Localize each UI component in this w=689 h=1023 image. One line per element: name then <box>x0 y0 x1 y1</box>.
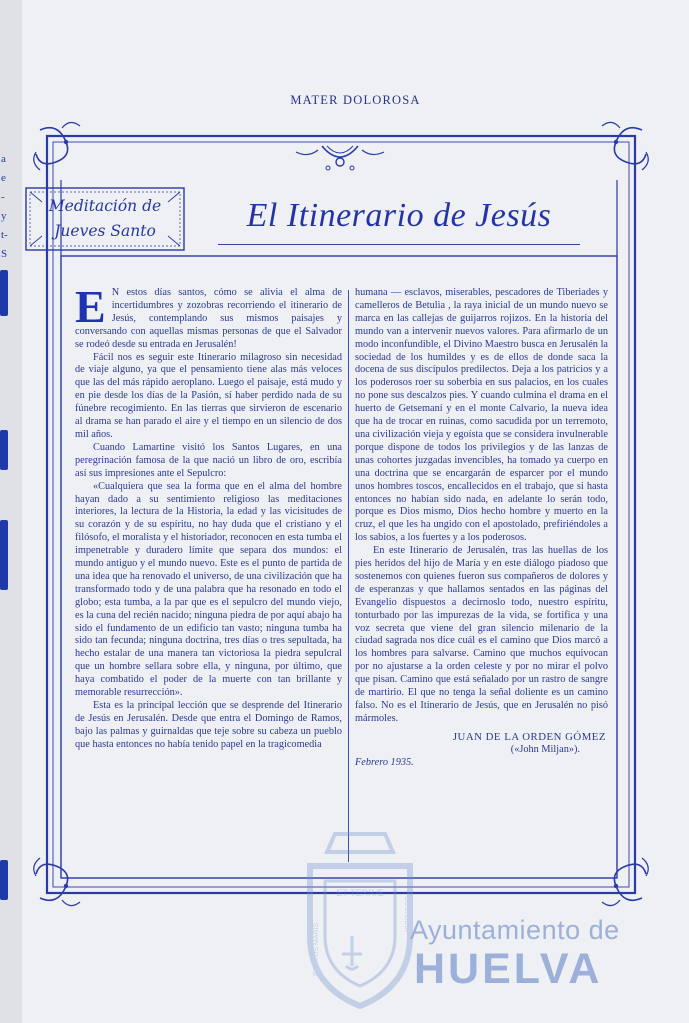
column-divider <box>348 290 349 862</box>
article-column-right <box>355 287 608 770</box>
magazine-page <box>22 0 689 1023</box>
watermark-left-text: PORTUS MARIS <box>313 922 320 976</box>
facing-page-ink-mark <box>0 430 8 470</box>
facing-page-ink-mark <box>0 860 8 900</box>
article-paragraph: En este Itinerario de Jerusalén, tras las huellas de los pies heridos del hijo de María y en este diálogo piadoso que sostenemos con quienes fueron sus compañeros de dolores y de esperanzas y que hallamos sentados en las páginas del Evangelio dispuestos a decirnoslo todo, nuestro espíritu, tonturbado por las impurezas de la vida, se fortifica y una voz secreta que viene del gran silencio milenario de la ciudad sagrada nos dice cuál es el camino que Dios marcó a los hombres para salvarse. Camino que muchos equivocan por no ajustarse a la orden celeste y por no mirar el polvo que pisan. Camino que está señalado por un rastro de sangre de martirio. El que no tenga la señal doliente es un camino falso. No es el Itinerario de Jesús, que en Jerusalén no pisó mármoles. <box>355 545 608 724</box>
article-paragraph: humana — esclavos, miserables, pescadores de Tiberiades y camelleros de Betulia , la raya inicial de un mundo nuevo se marca en las callejas de guijarros rojizos. En la historia del mundo van a intervenir nuevos valores. Para afirmarlo de un modo inconfundible, el Divino Maestro busca en Jerusalén la sociedad de los humildes y es de ellos de donde saca la docena de sus discípulos predilectos. Deja a los patricios y a los poderosos roer su soberbia en sus palacios, en los cuales no pone sus descalzos pies. Y cuando culmina el drama en el huerto de Getsemaní y en el monte Calvario, la nueva idea que ha de trocar en ruinas, como sacudida por un terremoto, una civilización vieja y egoísta que se considera invulnerable porque dispone de todos los privilegios y de las lanzas de unas cohortes juzgadas invencibles, ha tomado ya cuerpo en una doctrina que se encargarán de esparcer por el mundo unos hombres toscos, encallecidos en el trabajo, que si hasta entonces no habían sido nada, en adelante lo serán todo, porque es Dios mismo, Dios hecho hombre y muerto en la cruz, el que les ha ungido con el apostolado, prefiriéndoles a los sabios, a los fuertes y a los poderosos. <box>355 287 608 544</box>
article-paragraph: Fácil nos es seguir este Itinerario milagroso sin necesidad de viaje alguno, ya que el pensamiento tiene alas más veloces que las del más rápido aeroplano. Luego el paisaje, está mudo y en pie desde los días de la Pasión, sí haber perdido nada de su fúnebre recogimiento. En las tierras que sirvieron de escenario al drama se han parado el aire y el tiempo en un silencio de dos mil años. <box>75 351 342 440</box>
section-label-line-1: Meditación de <box>48 197 162 215</box>
author-signature: JUAN DE LA ORDEN GÓMEZ <box>452 730 606 743</box>
article-paragraph: E N estos días santos, cómo se alivia el alma de incertidumbres y zozobras recorriendo el itinerario de Jesús, contemplando sus mismos paisajes y conversando con aquellas mismas personas de que el Salvador se rodeó desde su entrada en Jerusalén! <box>75 281 342 350</box>
article-column-left <box>75 281 342 752</box>
section-label-line-2: Jueves Santo <box>54 222 156 240</box>
facing-page-letters: a e - y t- S <box>1 153 8 260</box>
facing-page-ink-mark <box>0 270 8 316</box>
watermark-right-text: CUSTODIA <box>403 896 410 933</box>
article-title: El Itinerario de Jesús <box>218 194 580 245</box>
section-label <box>26 188 184 250</box>
facing-page-edge <box>0 0 24 1023</box>
watermark-ribbon-text: ET TERRÆ <box>336 888 384 898</box>
article-date: Febrero 1935. <box>355 756 414 768</box>
facing-page-ink-mark <box>0 520 8 590</box>
article-paragraph: «Cualquiera que sea la forma que en el alma del hombre hayan dado a su sentimiento religioso las meditaciones interiores, la lectura de la Historia, la edad y las vicisitudes de su corazón y de su espíritu, no hay duda que el cristiano y el filósofo, el moralista y el historiador, reconocen en esta tumba el impenetrable y duradero límite que separa dos mundos: el mundo antiguo y el mundo nuevo. Este es el punto de partida de una idea que ha renovado el universo, de una civilización que ha transformado todo y de una palabra que ha resonado en todo el globo; esta tumba, a la par que es el sepulcro del mundo viejo, es la cuna del recién nacido; ninguna piedra de por aquí abajo ha sido el fundamento de un edificio tan vasto; ninguna tumba ha sido tan fecunda; ninguna doctrina, tres días o tres sepultada, ha hecho estalar de una manera tan victoriosa la piedra sepulcral que un hombre sellara sobre ella, y ninguna, por último, que haya combatido el poder de la muerte con tan brillante y memorable resurrección». <box>75 480 342 699</box>
article-paragraph: Esta es la principal lección que se desprende del Itinerario de Jesús en Jerusalén. Desde que entra el Domingo de Ramos, bajo las palmas y guirnaldas que teje sobre su cabeza un pueblo que hasta entonces no había tenido papel en la tragicomedia <box>75 700 342 750</box>
article-paragraph: Cuando Lamartine visitó los Santos Lugares, en una peregrinación famosa de la que nació un libro de oro, escribía así sus impresiones ante el Sepulcro: <box>75 441 342 479</box>
running-head: MATER DOLOROSA <box>290 93 421 107</box>
watermark-org-line-1: Ayuntamiento de <box>410 915 620 945</box>
drop-cap: E <box>75 281 106 332</box>
author-pseudonym: («John Miljan»). <box>510 743 580 755</box>
watermark-org-line-2: HUELVA <box>414 945 603 993</box>
